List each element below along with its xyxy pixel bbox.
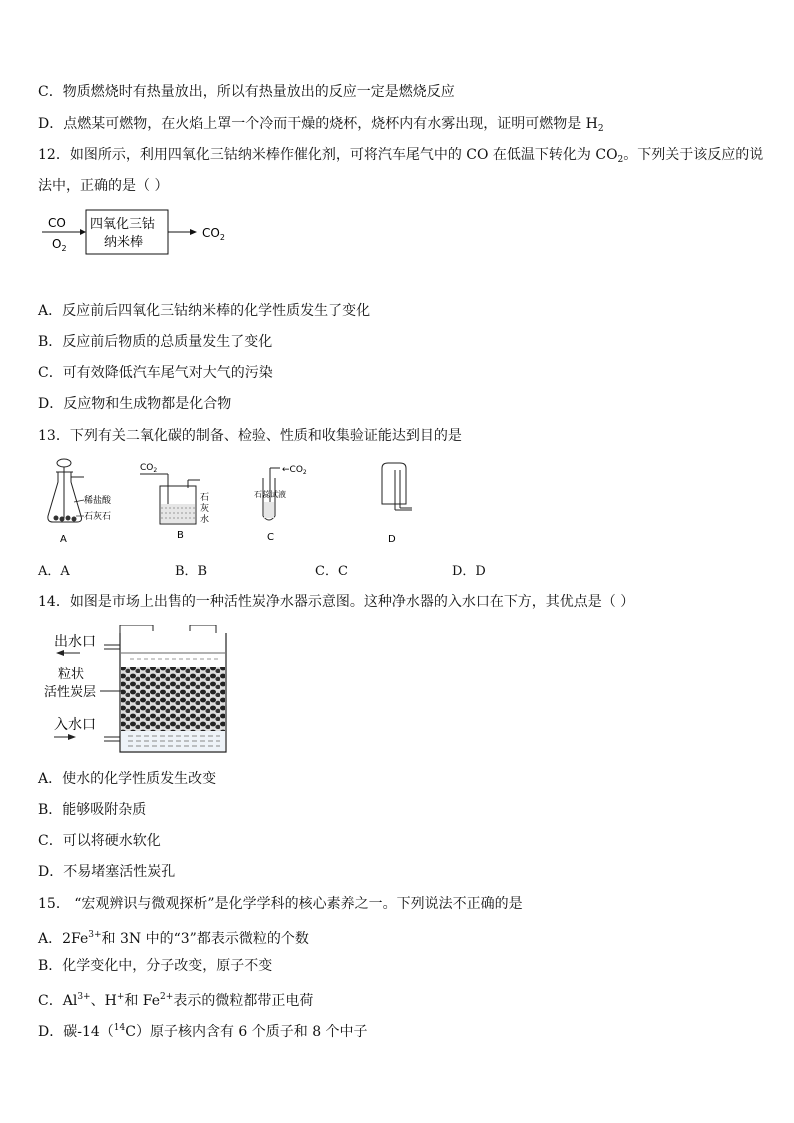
catalyst-label-2: 纳米棒 <box>104 235 144 250</box>
option-a-q15: A．$2Fe^{3+}$和 3N 中的“3”都表示微粒的个数 <box>38 930 309 947</box>
option-a-q12: A．反应前后四氧化三钴纳米棒的化学性质发生了变化 <box>38 303 371 319</box>
outlet-label: 出水口 <box>54 634 96 650</box>
option-d-q12: D．反应物和生成物都是化合物 <box>38 396 232 412</box>
caption-a: A <box>60 534 67 545</box>
option-d-q15: D．碳-14（$^{14}$C）原子核内含有 6 个质子和 8 个中子 <box>38 1023 368 1040</box>
option-a-q13: A．A <box>38 564 70 579</box>
caption-c: C <box>267 532 274 543</box>
caption-d: D <box>388 534 396 545</box>
question-12: 12．如图所示，利用四氧化三钴纳米棒作催化剂，可将汽车尾气中的 CO 在低温下转化为 $CO_2$。下列关于该反应的说 <box>38 147 764 165</box>
layer-label-2: 活性炭层 <box>44 685 97 700</box>
svg-text:灰: 灰 <box>200 504 210 514</box>
option-b-q15: B．化学变化中，分子改变，原子不变 <box>38 958 273 974</box>
question-13: 13．下列有关二氧化碳的制备、检验、性质和收集验证能达到目的是 <box>38 428 462 444</box>
svg-text:水: 水 <box>200 515 210 525</box>
inlet-label: 入水口 <box>54 717 96 733</box>
question-15: 15． “宏观辨识与微观探析”是化学学科的核心素养之一。下列说法不正确的是 <box>38 896 523 912</box>
b-co2-label: $CO_2$ <box>140 463 158 474</box>
reactant-co: CO <box>48 216 66 230</box>
apparatus-c <box>254 465 307 543</box>
option-a-q14: A．使水的化学性质发生改变 <box>38 771 217 787</box>
question-14: 14．如图是市场上出售的一种活性炭净水器示意图。这种净水器的入水口在下方，其优点是（ ） <box>38 594 635 610</box>
svg-text:石灰石: 石灰石 <box>84 512 112 522</box>
option-d-q14: D．不易堵塞活性炭孔 <box>38 864 176 880</box>
water-purifier-figure <box>40 625 240 757</box>
option-b-q13: B．B <box>175 564 208 579</box>
apparatus-b <box>140 463 209 541</box>
c-co2-label: $\leftarrow CO_2$ <box>282 465 307 476</box>
product-co2: $CO_2$ <box>202 226 225 242</box>
svg-text:石: 石 <box>200 493 210 503</box>
apparatus-d <box>382 463 412 545</box>
option-c-q11: C．物质燃烧时有热量放出，所以有热量放出的反应一定是燃烧反应 <box>38 84 455 100</box>
question-12-cont: 法中，正确的是（ ） <box>38 178 169 194</box>
option-c-q13: C．C <box>315 564 348 579</box>
caption-b: B <box>177 530 184 541</box>
option-d-q11: D．点燃某可燃物，在火焰上罩一个冷而干燥的烧杯，烧杯内有水雾出现，证明可燃物是 $H_2$ <box>38 116 604 134</box>
option-c-q14: C．可以将硬水软化 <box>38 833 161 849</box>
option-d-q13: D．D <box>452 564 486 579</box>
reaction-diagram <box>40 208 240 258</box>
option-c-q15: C．$Al^{3+}$、H+和 $Fe^{2+}$表示的微粒都带正电荷 <box>38 992 314 1009</box>
svg-text:稀盐酸: 稀盐酸 <box>84 496 112 506</box>
apparatus-a <box>48 459 112 545</box>
option-b-q12: B．反应前后物质的总质量发生了变化 <box>38 334 273 350</box>
svg-text:石蕊试液: 石蕊试液 <box>254 490 286 499</box>
apparatus-figure <box>40 458 420 550</box>
reactant-o2: $O_2$ <box>52 237 67 253</box>
catalyst-label-1: 四氧化三钴 <box>90 217 156 232</box>
layer-label-1: 粒状 <box>58 667 85 682</box>
option-c-q12: C．可有效降低汽车尾气对大气的污染 <box>38 365 273 381</box>
option-b-q14: B．能够吸附杂质 <box>38 802 147 818</box>
